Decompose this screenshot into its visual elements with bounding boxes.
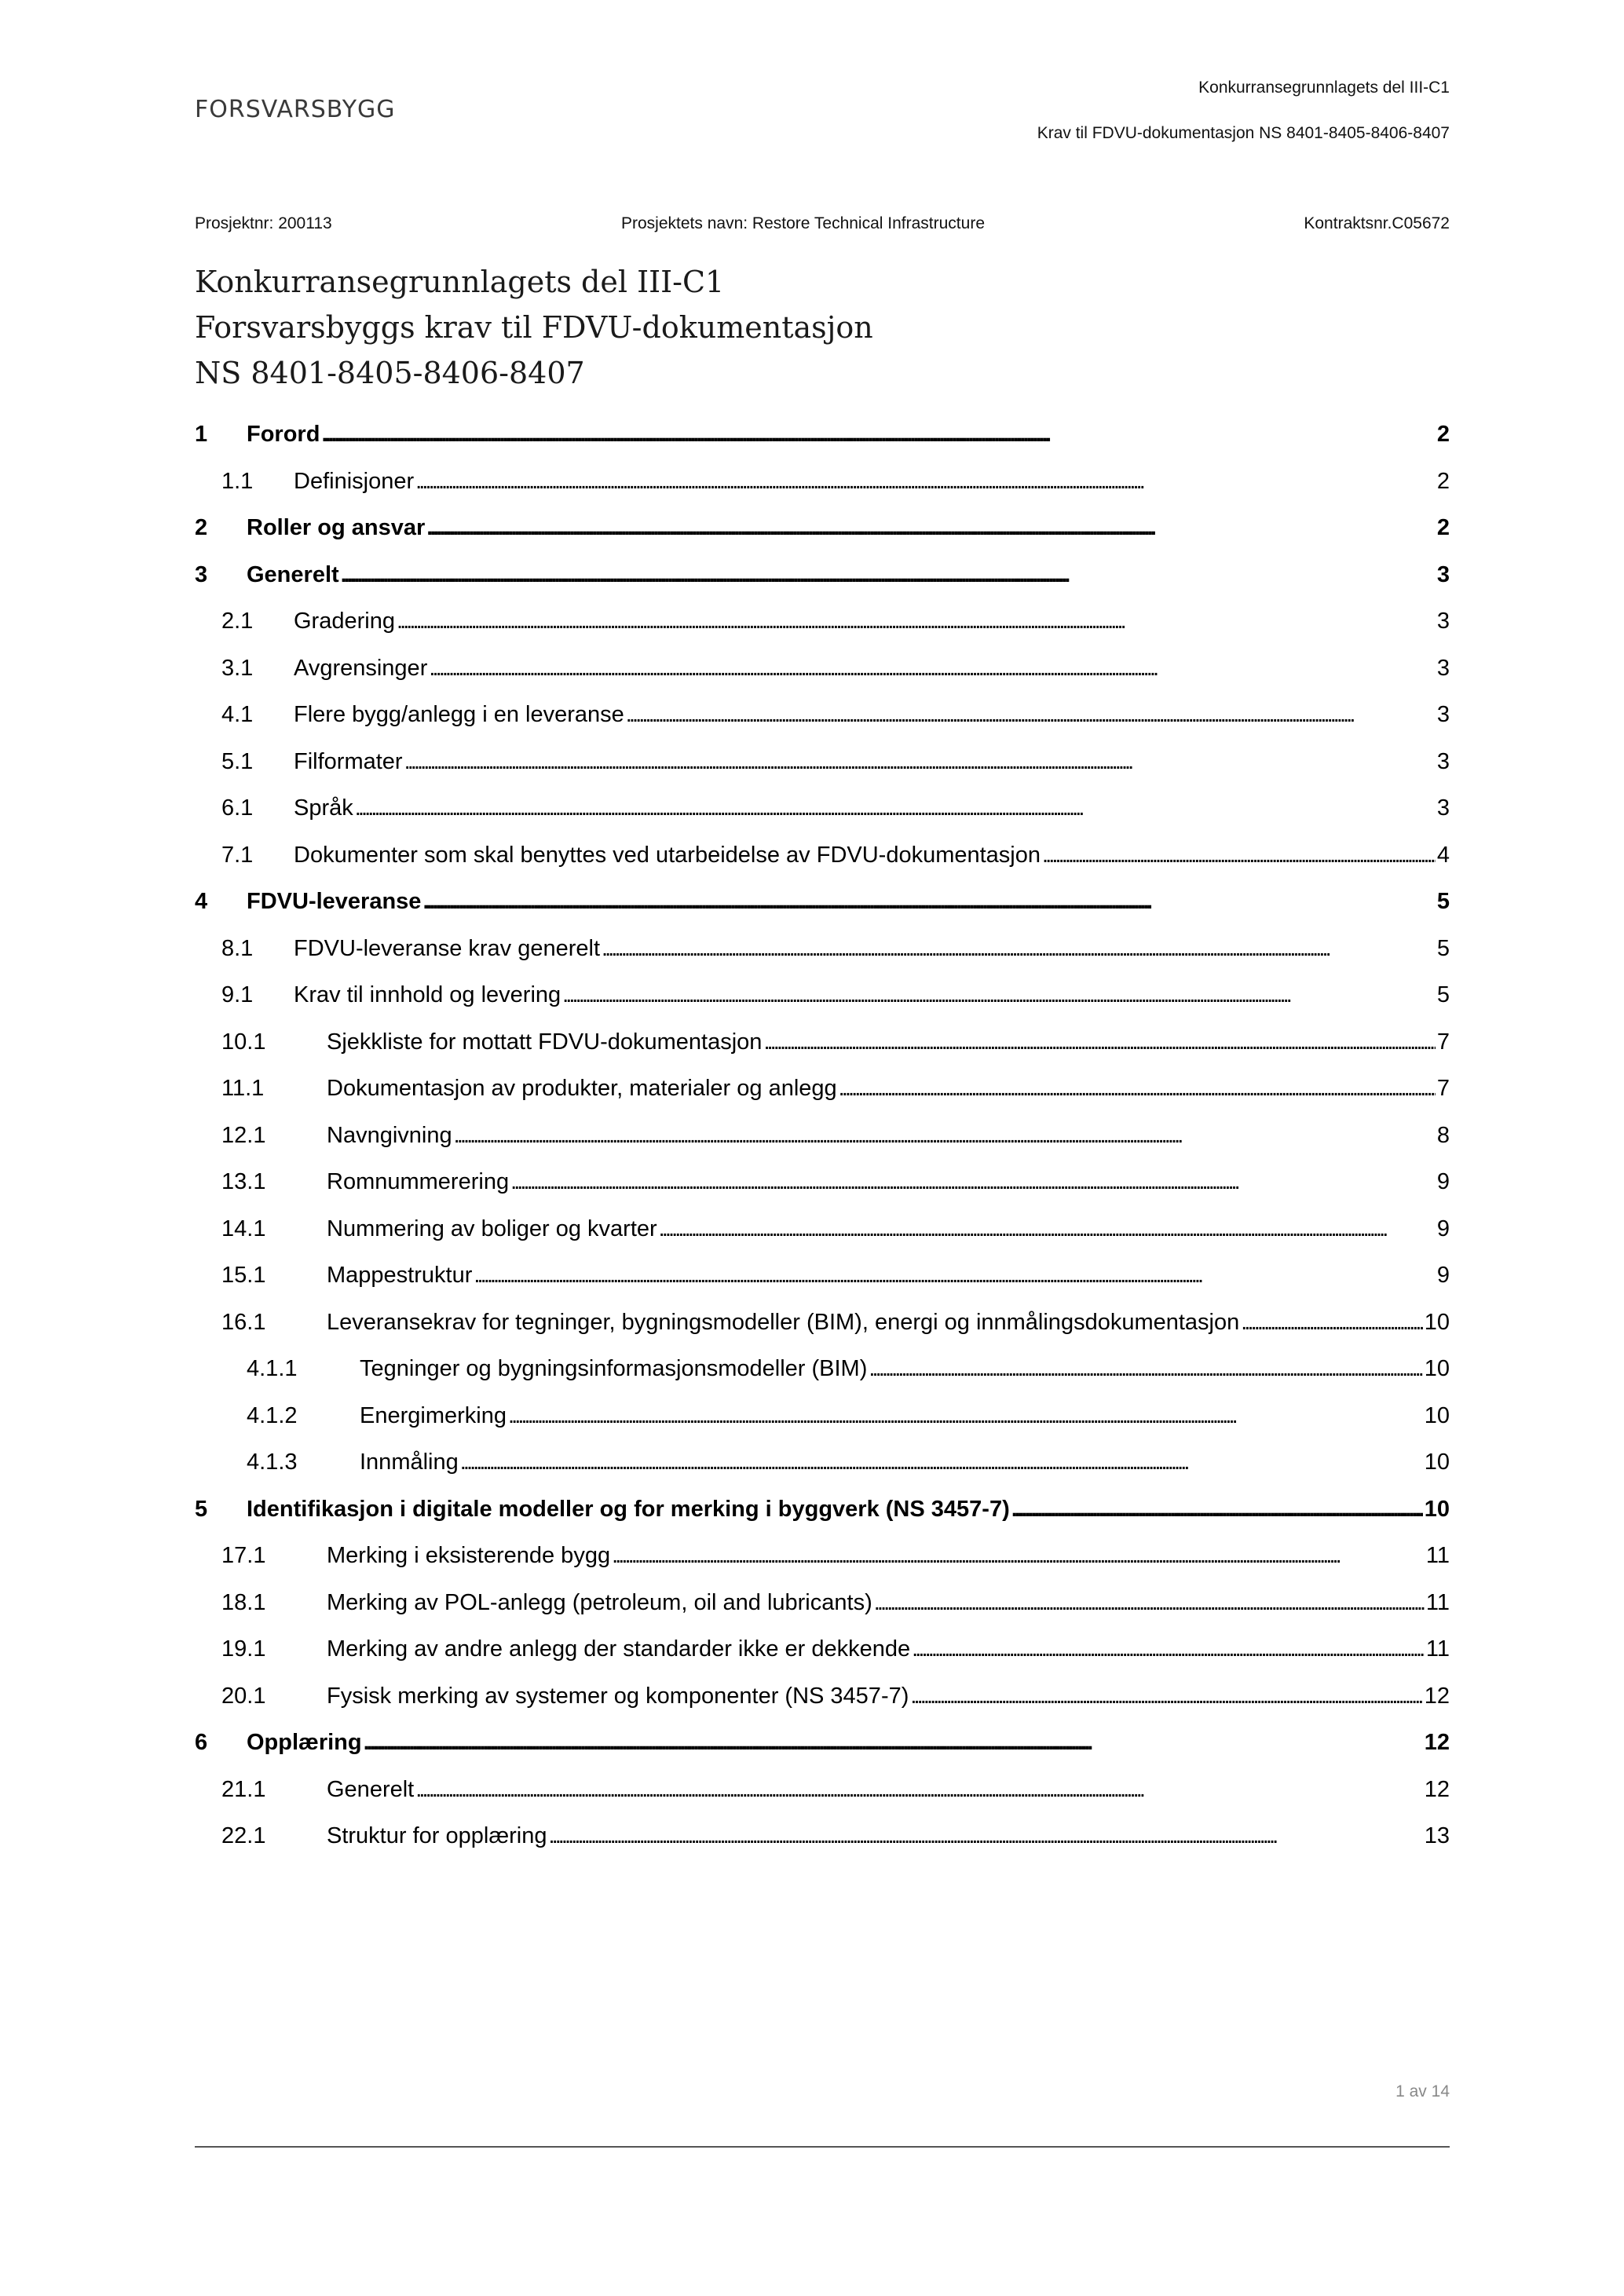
toc-leader: [364, 1730, 1423, 1756]
toc-number: 18.1: [221, 1589, 266, 1615]
toc-leader: [355, 795, 1436, 821]
toc-title: Struktur for opplæring: [327, 1823, 547, 1849]
toc-title: Innmåling: [360, 1450, 459, 1475]
toc-page: 10: [1424, 1309, 1450, 1335]
toc-entry[interactable]: [195, 1626, 1450, 1673]
toc-page: 10: [1424, 1356, 1450, 1382]
toc-page: 5: [1436, 982, 1450, 1008]
toc-number: 3: [195, 561, 208, 587]
toc-entry[interactable]: [195, 459, 1450, 506]
toc-entry[interactable]: [195, 1066, 1450, 1113]
toc-number: 21.1: [221, 1776, 266, 1802]
toc-entry[interactable]: [195, 785, 1450, 832]
toc-page: 9: [1436, 1263, 1450, 1289]
toc-page: 10: [1424, 1450, 1450, 1475]
toc-page: 9: [1436, 1216, 1450, 1241]
toc-page: 3: [1436, 655, 1450, 681]
toc-leader: [548, 1823, 1422, 1849]
footer-divider: [195, 2146, 1450, 2148]
toc-page: 3: [1436, 795, 1450, 821]
toc-page: 9: [1436, 1169, 1450, 1195]
toc-page: 2: [1436, 422, 1450, 448]
toc-title: FDVU-leveranse krav generelt: [294, 935, 601, 961]
toc-entry[interactable]: [195, 1767, 1450, 1814]
toc-number: 4.1.2: [247, 1402, 298, 1428]
toc-page: 7: [1436, 1029, 1450, 1055]
toc-leader: [1011, 1497, 1423, 1523]
header-document-subtitle: Krav til FDVU-dokumentasjon NS 8401-8405-8406-8407: [1037, 124, 1450, 142]
toc-number: 2: [195, 515, 208, 541]
toc-entry[interactable]: [195, 1393, 1450, 1440]
toc-title: FDVU-leveranse: [247, 889, 422, 915]
toc-entry[interactable]: [195, 972, 1450, 1019]
toc-number: 5: [195, 1496, 208, 1522]
contract-number: Kontraktsnr.C05672: [1304, 214, 1450, 232]
toc-page: 3: [1436, 609, 1450, 634]
toc-title: Opplæring: [247, 1730, 362, 1756]
toc-number: 8.1: [221, 935, 254, 961]
toc-page: 12: [1424, 1776, 1450, 1802]
toc-page: 11: [1425, 1636, 1450, 1662]
toc-title: Roller og ansvar: [247, 515, 426, 541]
toc-leader: [602, 936, 1436, 962]
toc-leader: [839, 1076, 1436, 1102]
toc-title: Mappestruktur: [327, 1263, 473, 1289]
toc-leader: [454, 1123, 1436, 1149]
title-line-3: NS 8401-8405-8406-8407: [195, 356, 585, 390]
toc-title: Merking av POL-anlegg (petroleum, oil and lubricants): [327, 1589, 872, 1615]
toc-number: 4: [195, 889, 208, 915]
toc-title: Romnummerering: [327, 1169, 510, 1195]
project-number: Prosjektnr: 200113: [195, 214, 332, 232]
toc-page: 3: [1436, 561, 1450, 587]
toc-page: 4: [1436, 842, 1450, 868]
toc-number: 6.1: [221, 795, 254, 821]
toc-page: 12: [1424, 1683, 1450, 1709]
title-line-1: Konkurransegrunnlagets del III-C1: [195, 265, 725, 299]
toc-leader: [510, 1169, 1436, 1195]
toc-title: Tegninger og bygningsinformasjonsmodeller (BIM): [360, 1356, 868, 1382]
toc-title: Språk: [294, 795, 353, 821]
toc-number: 5.1: [221, 748, 254, 774]
toc-number: 17.1: [221, 1543, 266, 1569]
toc-number: 20.1: [221, 1683, 266, 1709]
toc-entry[interactable]: [195, 1159, 1450, 1206]
page-indicator: 1 av 14: [1395, 2082, 1450, 2100]
toc-title: Fysisk merking av systemer og komponenter (NS 3457-7): [327, 1683, 909, 1709]
toc-title: Dokumenter som skal benyttes ved utarbeidelse av FDVU-dokumentasjon: [294, 842, 1041, 868]
toc-title: Gradering: [294, 609, 395, 634]
toc-entry[interactable]: [195, 505, 1450, 552]
toc-page: 11: [1425, 1543, 1450, 1569]
toc-leader: [397, 609, 1436, 634]
toc-number: 16.1: [221, 1309, 266, 1335]
toc-entry[interactable]: [195, 879, 1450, 926]
toc-title: Flere bygg/anlegg i en leveranse: [294, 702, 624, 728]
toc-leader: [415, 1777, 1423, 1803]
toc-number: 14.1: [221, 1216, 266, 1241]
toc-leader: [1241, 1310, 1422, 1336]
toc-page: 8: [1436, 1122, 1450, 1148]
toc-number: 12.1: [221, 1122, 266, 1148]
toc-page: 12: [1424, 1730, 1450, 1756]
toc-entry[interactable]: [195, 1206, 1450, 1253]
toc-entry[interactable]: [195, 1813, 1450, 1860]
toc-leader: [474, 1263, 1436, 1289]
toc-page: 3: [1436, 748, 1450, 774]
toc-leader: [912, 1636, 1425, 1662]
toc-leader: [626, 702, 1436, 728]
toc-title: Merking i eksisterende bygg: [327, 1543, 611, 1569]
toc-entry[interactable]: [195, 926, 1450, 973]
document-title: [195, 259, 873, 396]
toc-leader: [404, 749, 1436, 775]
toc-number: 4.1.1: [247, 1356, 298, 1382]
toc-leader: [429, 656, 1436, 682]
toc-entry[interactable]: [195, 1113, 1450, 1160]
toc-page: 10: [1424, 1402, 1450, 1428]
toc-title: Generelt: [327, 1776, 415, 1802]
toc-number: 13.1: [221, 1169, 266, 1195]
toc-title: Generelt: [247, 561, 339, 587]
toc-title: Sjekkliste for mottatt FDVU-dokumentasjon: [327, 1029, 763, 1055]
toc-number: 15.1: [221, 1263, 266, 1289]
table-of-contents: [195, 411, 1450, 1860]
toc-entry[interactable]: [195, 1580, 1450, 1627]
toc-leader: [910, 1684, 1422, 1709]
toc-number: 4.1.3: [247, 1450, 298, 1475]
toc-number: 2.1: [221, 609, 254, 634]
toc-page: 2: [1436, 515, 1450, 541]
toc-leader: [508, 1403, 1423, 1429]
toc-entry[interactable]: [195, 1720, 1450, 1767]
toc-number: 1: [195, 422, 208, 448]
toc-number: 1.1: [221, 468, 254, 494]
toc-entry[interactable]: [195, 645, 1450, 693]
toc-page: 5: [1436, 889, 1450, 915]
toc-entry[interactable]: [195, 832, 1450, 879]
brand-logo: FORSVARSBYGG: [195, 96, 396, 123]
toc-leader: [460, 1450, 1423, 1475]
toc-leader: [415, 469, 1436, 495]
toc-number: 19.1: [221, 1636, 266, 1662]
toc-page: 13: [1424, 1823, 1450, 1849]
toc-title: Merking av andre anlegg der standarder ikke er dekkende: [327, 1636, 911, 1662]
toc-title: Avgrensinger: [294, 655, 428, 681]
toc-page: 7: [1436, 1076, 1450, 1102]
toc-leader: [426, 515, 1436, 541]
toc-leader: [612, 1543, 1425, 1569]
header-document-name: Konkurransegrunnlagets del III-C1: [1198, 79, 1450, 97]
toc-page: 2: [1436, 468, 1450, 494]
toc-title: Dokumentasjon av produkter, materialer og anlegg: [327, 1076, 837, 1102]
toc-number: 4.1: [221, 702, 254, 728]
toc-title: Nummering av boliger og kvarter: [327, 1216, 657, 1241]
toc-entry[interactable]: [195, 1252, 1450, 1300]
toc-title: Leveransekrav for tegninger, bygningsmodeller (BIM), energi og innmålingsdokumentasjon: [327, 1309, 1240, 1335]
toc-leader: [1042, 843, 1436, 868]
toc-entry[interactable]: [195, 692, 1450, 739]
toc-number: 9.1: [221, 982, 254, 1008]
toc-number: 6: [195, 1730, 208, 1756]
toc-leader: [874, 1590, 1425, 1616]
toc-title: Filformater: [294, 748, 403, 774]
toc-entry[interactable]: [195, 1019, 1450, 1066]
toc-leader: [869, 1356, 1422, 1382]
toc-leader: [341, 562, 1436, 588]
project-info-row: [195, 214, 1450, 238]
toc-title: Energimerking: [360, 1402, 507, 1428]
toc-entry[interactable]: [195, 552, 1450, 599]
toc-leader: [422, 889, 1435, 915]
toc-title: Navngivning: [327, 1122, 452, 1148]
toc-title: Definisjoner: [294, 468, 415, 494]
toc-page: 11: [1425, 1589, 1450, 1615]
toc-number: 10.1: [221, 1029, 266, 1055]
toc-entry[interactable]: [195, 1300, 1450, 1347]
toc-number: 11.1: [221, 1076, 265, 1102]
toc-leader: [562, 982, 1436, 1008]
toc-title: Identifikasjon i digitale modeller og for merking i byggverk (NS 3457-7): [247, 1496, 1010, 1522]
toc-entry[interactable]: [195, 1673, 1450, 1720]
toc-entry[interactable]: [195, 1346, 1450, 1393]
toc-page: 5: [1436, 935, 1450, 961]
toc-leader: [321, 422, 1435, 448]
toc-page: 3: [1436, 702, 1450, 728]
toc-page: 10: [1424, 1496, 1450, 1522]
toc-number: 3.1: [221, 655, 254, 681]
toc-entry[interactable]: [195, 1439, 1450, 1486]
toc-entry[interactable]: [195, 1533, 1450, 1580]
toc-entry[interactable]: [195, 739, 1450, 786]
project-name: Prosjektets navn: Restore Technical Infrastructure: [621, 214, 985, 232]
toc-entry[interactable]: [195, 598, 1450, 645]
toc-number: 7.1: [221, 842, 254, 868]
toc-title: Forord: [247, 422, 320, 448]
title-line-2: Forsvarsbyggs krav til FDVU-dokumentasjon: [195, 310, 873, 345]
toc-leader: [763, 1029, 1435, 1055]
toc-title: Krav til innhold og levering: [294, 982, 561, 1008]
toc-entry[interactable]: [195, 1486, 1450, 1534]
toc-entry[interactable]: [195, 411, 1450, 459]
toc-number: 22.1: [221, 1823, 266, 1849]
toc-leader: [659, 1216, 1436, 1242]
